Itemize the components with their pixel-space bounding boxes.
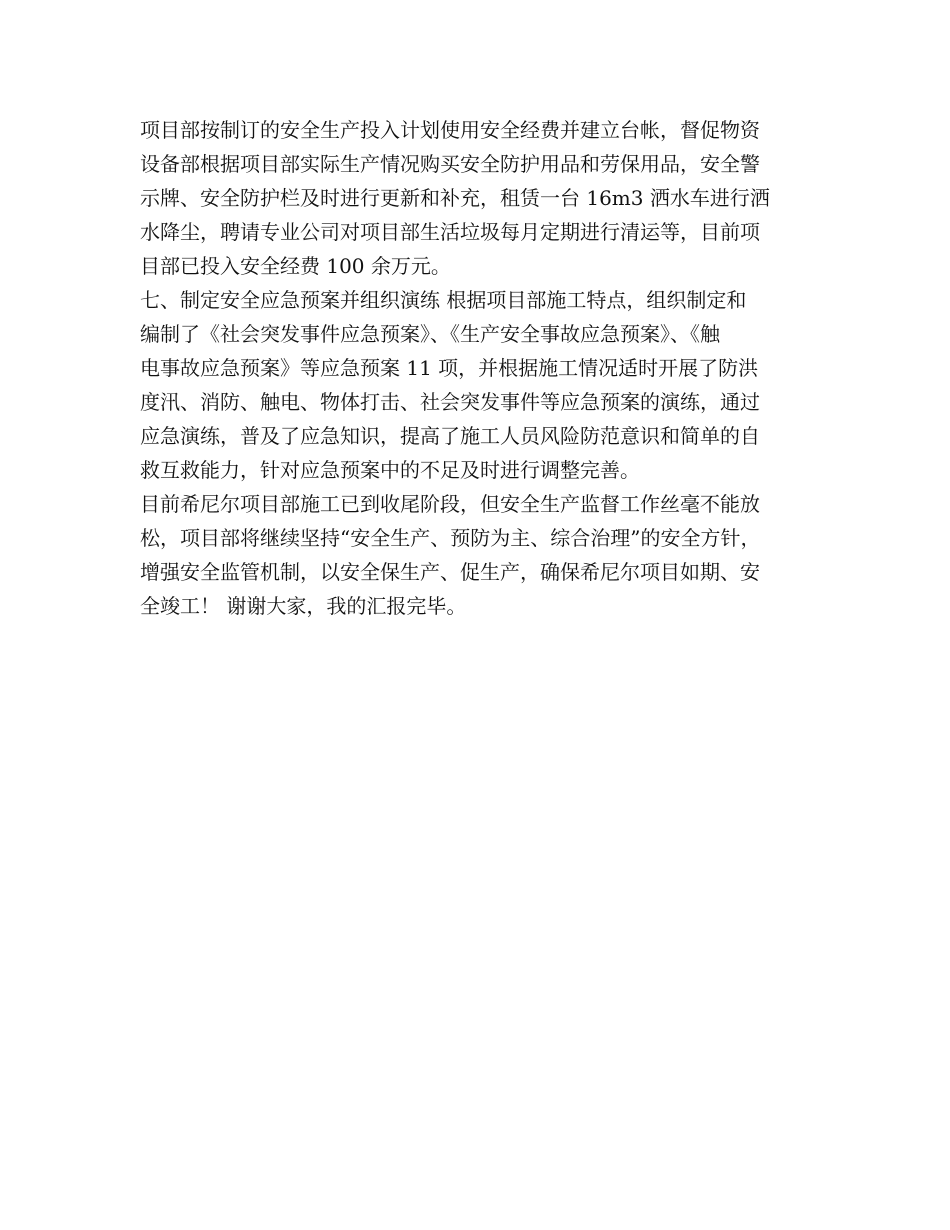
text-line: 目前希尼尔项目部施工已到收尾阶段，但安全生产监督工作丝毫不能放: [140, 492, 760, 516]
text-line: 增强安全监管机制，以安全保生产、促生产，确保希尼尔项目如期、安: [140, 560, 760, 584]
document-body: [140, 113, 830, 623]
text-line: 松，项目部将继续坚持“安全生产、预防为主、综合治理”的安全方针，: [140, 526, 761, 550]
text-line: 示牌、安全防护栏及时进行更新和补充，租赁一台 16m3 洒水车进行洒: [140, 186, 770, 210]
text-line: 目部已投入安全经费 100 余万元。: [140, 254, 451, 278]
text-line: 电事故应急预案》等应急预案 11 项，并根据施工情况适时开展了防洪: [140, 356, 759, 380]
text-line: 水降尘，聘请专业公司对项目部生活垃圾每月定期进行清运等，目前项: [140, 220, 760, 244]
text-line: 项目部按制订的安全生产投入计划使用安全经费并建立台帐，督促物资: [140, 118, 760, 142]
text-line: 编制了《社会突发事件应急预案》、《生产安全事故应急预案》、《触: [140, 322, 720, 346]
text-line: 设备部根据项目部实际生产情况购买安全防护用品和劳保用品，安全警: [140, 152, 760, 176]
text-line: 全竣工！ 谢谢大家，我的汇报完毕。: [140, 594, 467, 618]
text-line: 应急演练，普及了应急知识，提高了施工人员风险防范意识和简单的自: [140, 424, 760, 448]
text-line: 度汛、消防、触电、物体打击、社会突发事件等应急预案的演练，通过: [140, 390, 760, 414]
text-line: 救互救能力，针对应急预案中的不足及时进行调整完善。: [140, 458, 640, 482]
section-heading-line: 七、制定安全应急预案并组织演练 根据项目部施工特点，组织制定和: [140, 288, 747, 312]
